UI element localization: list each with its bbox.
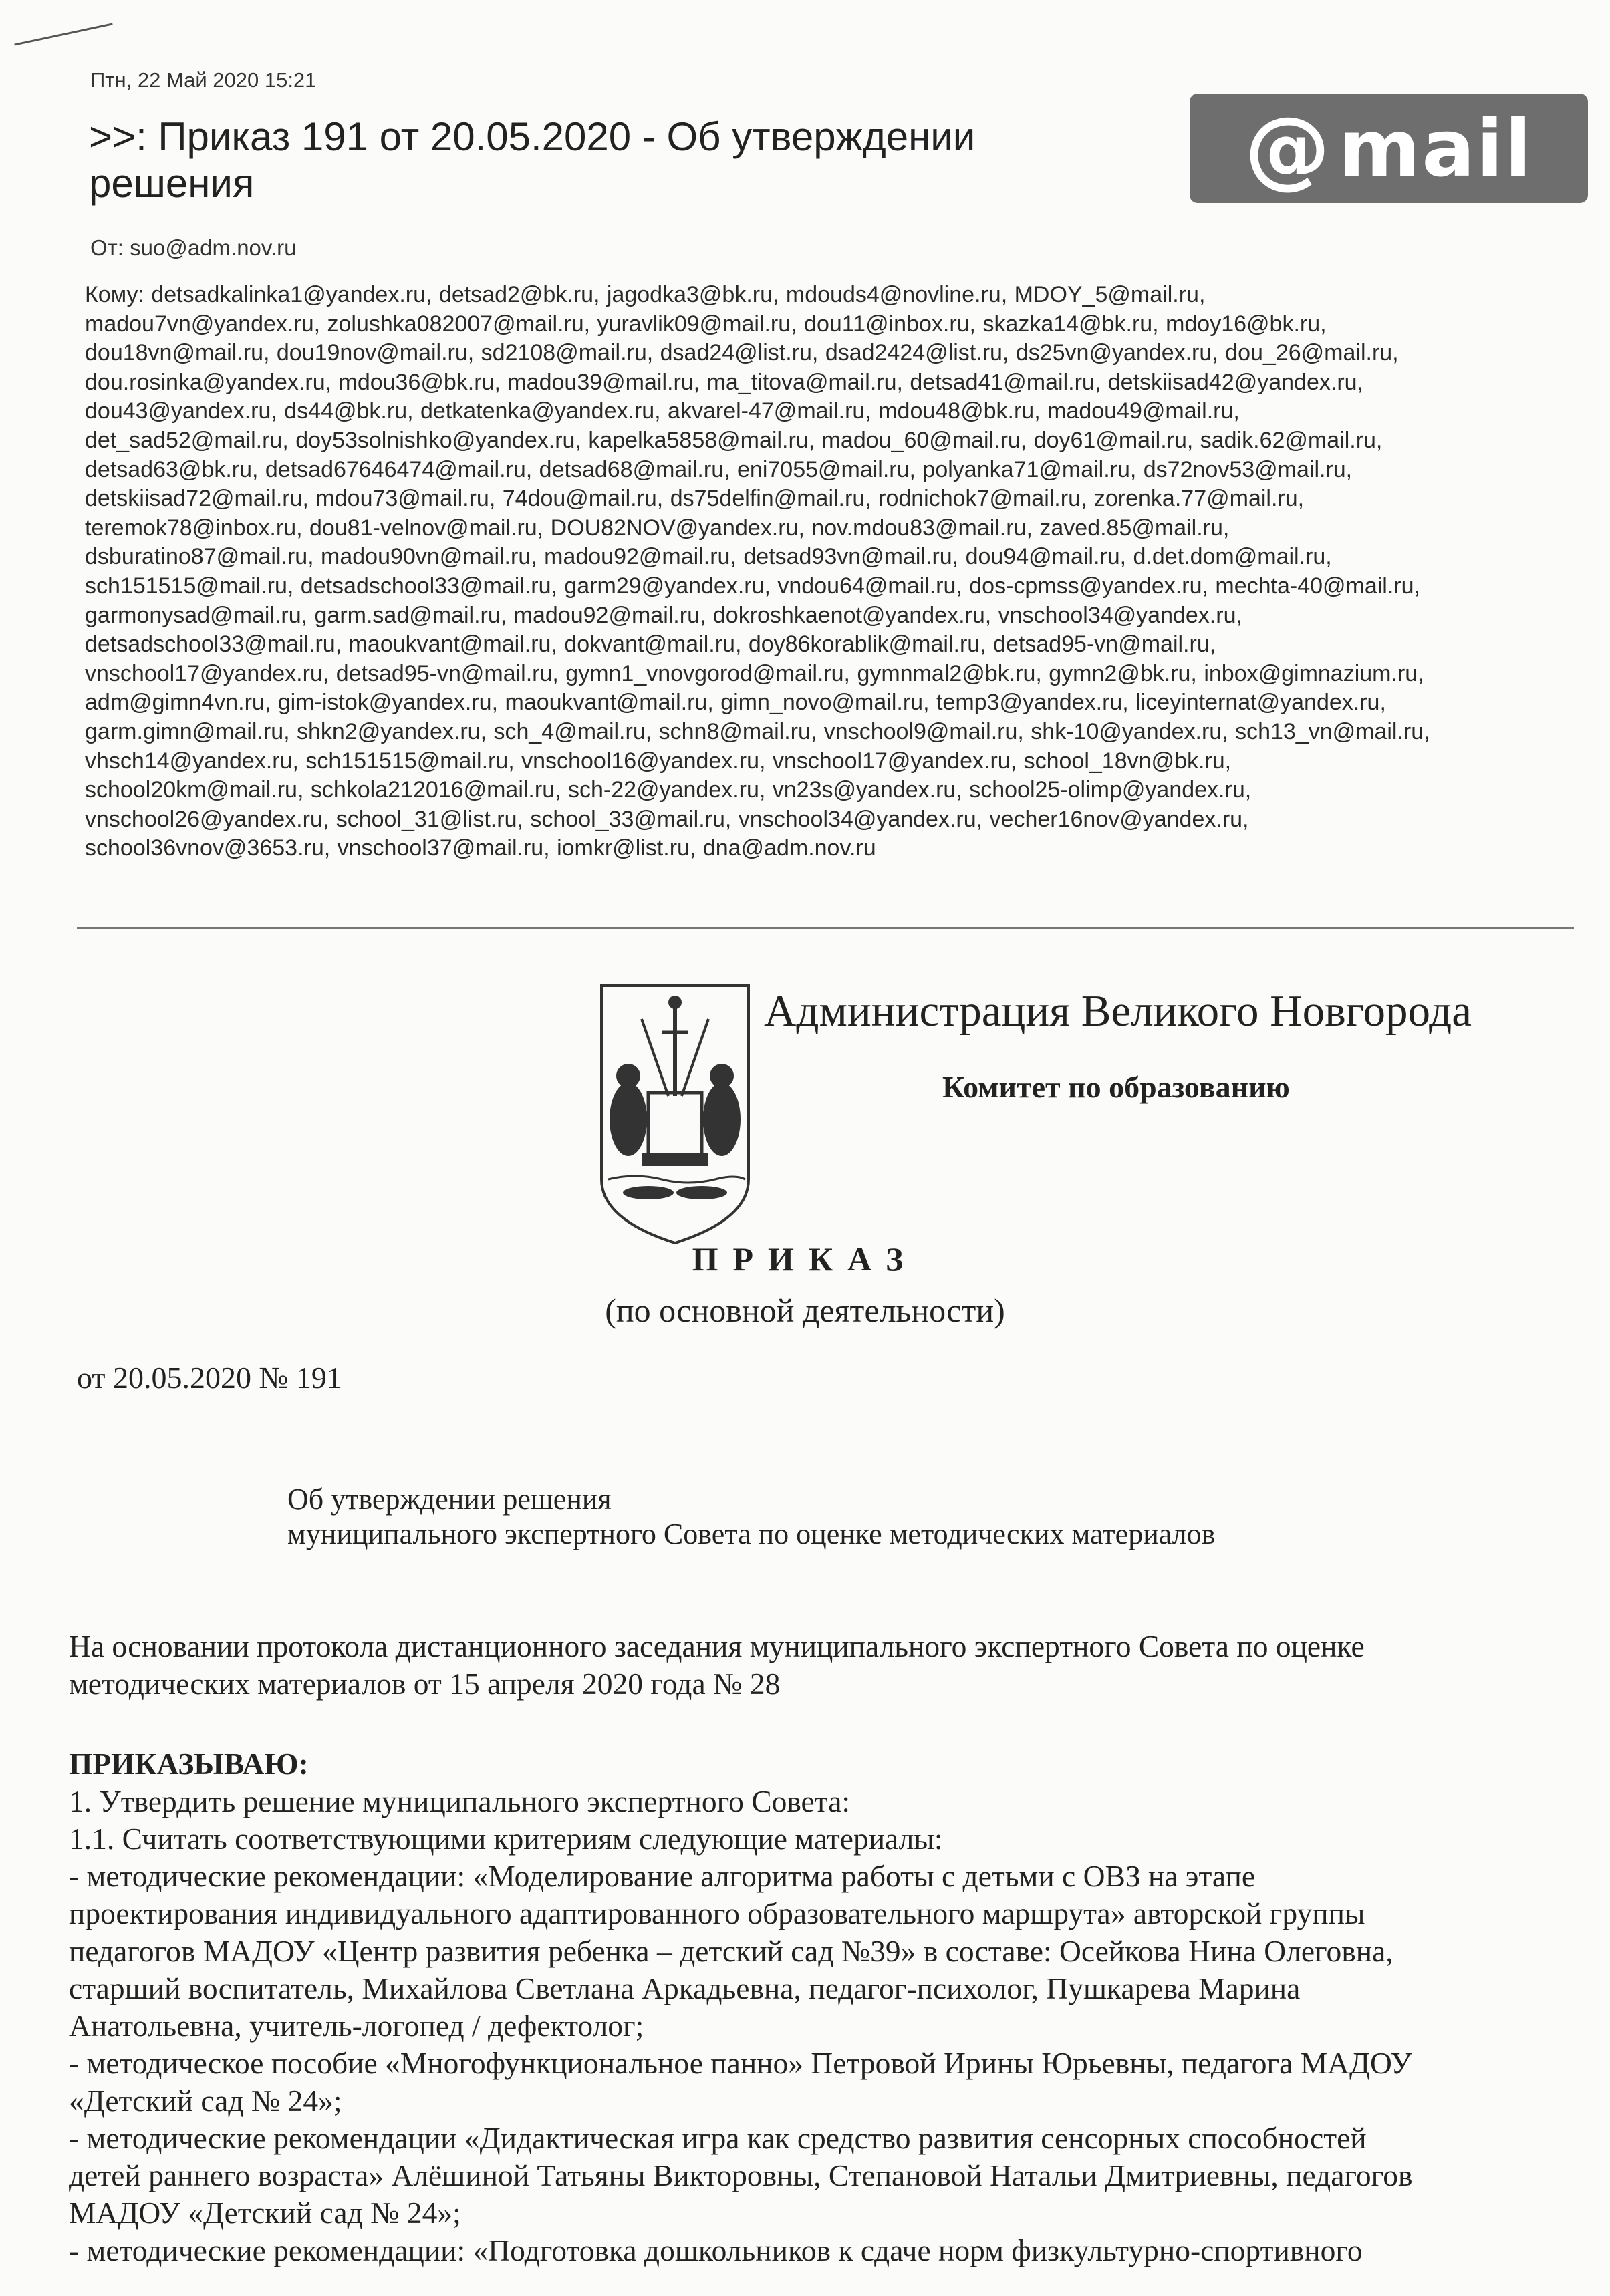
email-subject-line: >>: Приказ 191 от 20.05.2020 - Об утверждении [89,114,976,159]
order-subtitle: (по основной деятельности) [605,1292,1005,1329]
recipient-line: madou7vn@yandex.ru, zolushka082007@mail.ru, yuravlik09@mail.ru, dou11@inbox.ru, skazka14@bk.ru, mdoy16@bk.ru, [85,311,1327,337]
order-topic-line: Об утверждении решения [287,1483,612,1516]
recipient-line: adm@gimn4vn.ru, gim-istok@yandex.ru, maoukvant@mail.ru, gimn_novo@mail.ru, temp3@yandex.ru, liceyinternat@yandex.ru, [85,690,1386,716]
order-item-line: детей раннего возраста» Алёшиной Татьяны Викторовны, Степановой Натальи Дмитриевны, педагогов [69,2158,1413,2192]
recipient-line: vnschool17@yandex.ru, detsad95-vn@mail.ru, gymn1_vnovgorod@mail.ru, gymnmal2@bk.ru, gymn2@bk.ru, inbox@gimnazium.ru, [85,660,1424,686]
divider-line [77,927,1574,929]
recipient-line: detskiisad72@mail.ru, mdou73@mail.ru, 74dou@mail.ru, ds75delfin@mail.ru, rodnichok7@mail.ru, zorenka.77@mail.ru, [85,486,1305,512]
order-item-line: 1.1. Считать соответствующими критериям следующие материалы: [69,1822,943,1856]
recipient-line: school20km@mail.ru, schkola212016@mail.ru, sch-22@yandex.ru, vn23s@yandex.ru, school25-olimp@yandex.ru, [85,777,1252,803]
committee-name: Комитет по образованию [942,1070,1290,1104]
pen-mark [14,23,112,45]
order-item-line: Анатольевна, учитель-логопед / дефектолог; [69,2009,644,2043]
recipient-line: vhsch14@yandex.ru, sch151515@mail.ru, vnschool16@yandex.ru, vnschool17@yandex.ru, school_18vn@bk.ru, [85,748,1232,774]
order-item-line: проектирования индивидуального адаптированного образовательного маршрута» авторской группы [69,1896,1365,1930]
order-item-line: - методические рекомендации «Дидактическая игра как средство развития сенсорных способностей [69,2121,1367,2155]
recipient-line: teremok78@inbox.ru, dou81-velnov@mail.ru, DOU82NOV@yandex.ru, nov.mdou83@mail.ru, zaved.85@mail.ru, [85,515,1230,541]
recipient-line: dou43@yandex.ru, ds44@bk.ru, detkatenka@yandex.ru, akvarel-47@mail.ru, mdou48@bk.ru, madou49@mail.ru, [85,398,1240,424]
recipient-line: Кому: detsadkalinka1@yandex.ru, detsad2@bk.ru, jagodka3@bk.ru, mdouds4@novline.ru, MDOY_5@mail.ru, [85,282,1206,307]
logo-word: mail [1338,102,1533,194]
order-body [69,1628,1559,2269]
email-subject-line: решения [89,161,255,206]
order-item-line: МАДОУ «Детский сад № 24»; [69,2196,461,2230]
order-item-line: - методические рекомендации: «Моделирование алгоритма работы с детьми с ОВЗ на этапе [69,1859,1256,1893]
order-topic-line: муниципального экспертного Совета по оценке методических материалов [287,1518,1216,1550]
spacer [69,1703,1559,1745]
recipient-line: detsadschool33@mail.ru, maoukvant@mail.ru, dokvant@mail.ru, doy86korablik@mail.ru, detsad95-vn@mail.ru, [85,631,1216,658]
at-symbol: @ [1244,98,1332,198]
email-recipients [85,281,1575,863]
organization-name: Администрация Великого Новгорода [764,986,1472,1036]
order-topic [287,1482,1424,1552]
order-item-line: «Детский сад № 24»; [69,2084,342,2118]
recipient-line: school36vnov@3653.ru, vnschool37@mail.ru, iomkr@list.ru, dna@adm.nov.ru [85,835,876,861]
recipient-line: detsad63@bk.ru, detsad67646474@mail.ru, detsad68@mail.ru, eni7055@mail.ru, polyanka71@mail.ru, ds72nov53@mail.ru, [85,456,1353,482]
recipient-line: sch151515@mail.ru, detsadschool33@mail.ru, garm29@yandex.ru, vndou64@mail.ru, dos-cpmss@yandex.ru, mechta-40@mail.ru, [85,573,1420,599]
order-items [69,1783,1559,2269]
email-subject [89,114,1091,207]
order-item-line: 1. Утвердить решение муниципального экспертного Совета: [69,1784,851,1818]
basis-line: методических материалов от 15 апреля 2020 года № 28 [69,1667,781,1701]
recipient-line: det_sad52@mail.ru, doy53solnishko@yandex.ru, kapelka5858@mail.ru, madou_60@mail.ru, doy61@mail.ru, sadik.62@mail.ru, [85,427,1383,453]
basis-line: На основании протокола дистанционного заседания муниципального экспертного Совета по оценке [69,1629,1365,1663]
recipient-line: garmonysad@mail.ru, garm.sad@mail.ru, madou92@mail.ru, dokroshkaenot@yandex.ru, vnschool34@yandex.ru, [85,602,1242,628]
order-item-line: - методическое пособие «Многофункциональное панно» Петровой Ирины Юрьевны, педагога МАДОУ [69,2046,1412,2080]
recipient-line: dsburatino87@mail.ru, madou90vn@mail.ru, madou92@mail.ru, detsad93vn@mail.ru, dou94@mail.ru, d.det.dom@mail.ru, [85,544,1332,570]
order-word: ПРИКАЗЫВАЮ: [69,1747,309,1781]
recipient-line: dou.rosinka@yandex.ru, mdou36@bk.ru, madou39@mail.ru, ma_titova@mail.ru, detsad41@mail.ru, detskiisad42@yandex.ru, [85,369,1364,395]
recipient-line: vnschool26@yandex.ru, school_31@list.ru, school_33@mail.ru, vnschool34@yandex.ru, vecher16nov@yandex.ru, [85,806,1249,832]
recipient-line: garm.gimn@mail.ru, shkn2@yandex.ru, sch_4@mail.ru, schn8@mail.ru, vnschool9@mail.ru, shk-10@yandex.ru, sch13_vn@mail.ru, [85,718,1430,744]
email-date: Птн, 22 Май 2020 15:21 [90,68,317,92]
coat-of-arms-icon [595,979,755,1246]
mail-ru-logo [1190,94,1588,203]
order-item-line: старший воспитатель, Михайлова Светлана Аркадьевна, педагог-психолог, Пушкарева Марина [69,1971,1301,2005]
order-date-number: от 20.05.2020 № 191 [77,1360,342,1395]
order-item-line: - методические рекомендации: «Подготовка дошкольников к сдаче норм физкультурно-спортивного [69,2233,1363,2267]
recipient-line: dou18vn@mail.ru, dou19nov@mail.ru, sd2108@mail.ru, dsad24@list.ru, dsad2424@list.ru, ds25vn@yandex.ru, dou_26@mail.ru, [85,340,1399,366]
email-sender: От: suo@adm.nov.ru [90,235,297,260]
order-item-line: педагогов МАДОУ «Центр развития ребенка – детский сад №39» в составе: Осейкова Нина Олеговна, [69,1934,1393,1968]
order-title: ПРИКАЗ [692,1240,918,1278]
